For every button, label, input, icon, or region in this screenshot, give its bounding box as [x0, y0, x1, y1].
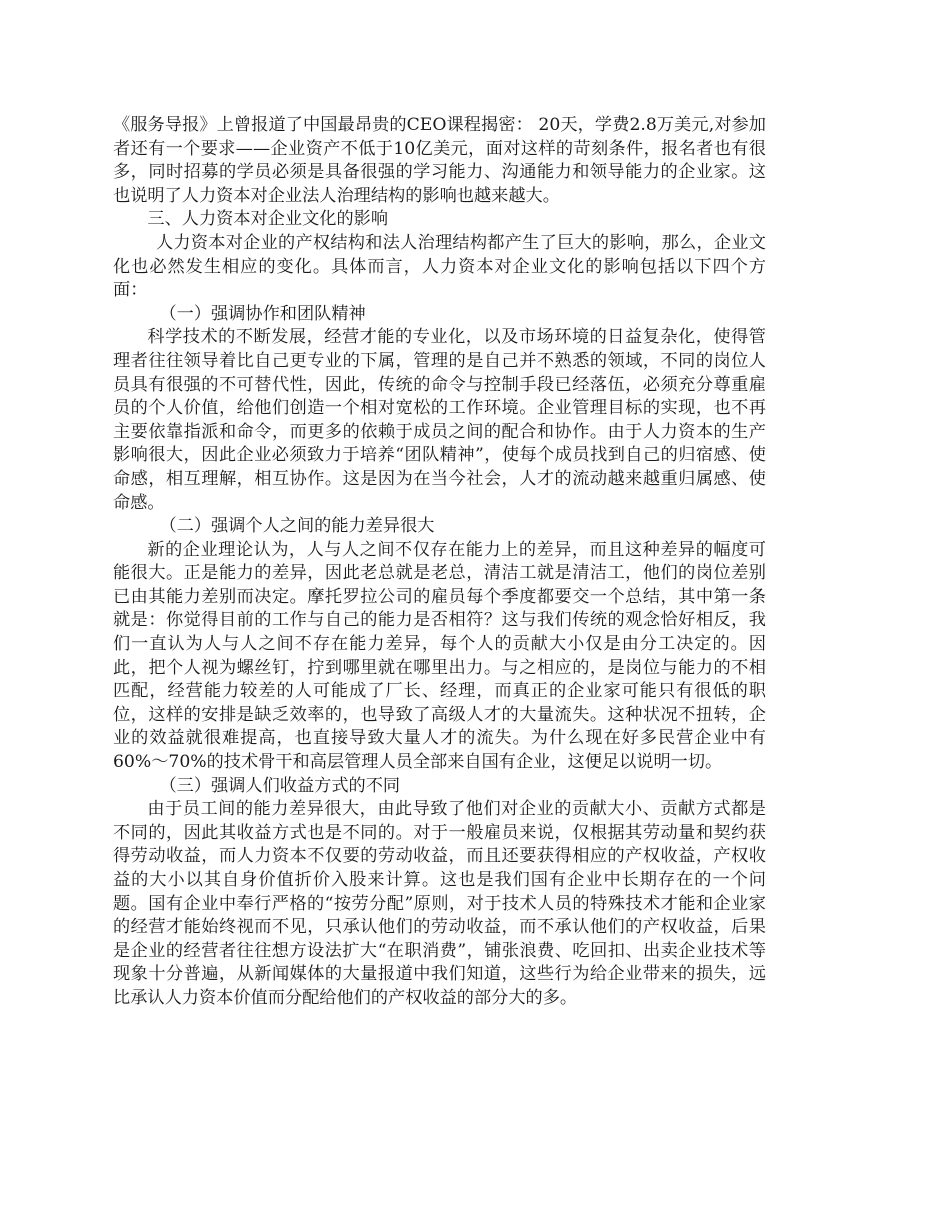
subheading-ability-difference: （二）强调个人之间的能力差异很大 [159, 516, 435, 537]
document-body [113, 114, 766, 1011]
intro-paragraph: 《服务导报》上曾报道了中国最昂贵的CEO课程揭密： 20天，学费2.8万美元,对参加者还有一个要求——企业资产不低于10亿美元，面对这样的苛刻条件，报名者也有很多，同时招募的学员必须是具备很强的学习能力、沟通能力和领导能力的企业家。这也说明了人力资本对企业法人治理结构的影响也越来越大。 [113, 115, 766, 206]
section-intro-paragraph: 人力资本对企业的产权结构和法人治理结构都产生了巨大的影响，那么，企业文化也必然发生相应的变化。具体而言，人力资本对企业文化的影响包括以下四个方面： [113, 232, 766, 301]
subheading-teamwork: （一）强调协作和团队精神 [159, 303, 366, 324]
teamwork-paragraph: 科学技术的不断发展，经营才能的专业化，以及市场环境的日益复杂化，使得管理者往往领导着比自己更专业的下属，管理的是自己并不熟悉的领域，不同的岗位人员具有很强的不可替代性，因此，传统的命令与控制手段已经落伍，必须充分尊重雇员的个人价值，给他们创造一个相对宽松的工作环境。企业管理目标的实现，也不再主要依靠指派和命令，而更多的依赖于成员之间的配合和协作。由于人力资本的生产影响很大，因此企业必须致力于培养“团队精神”，使每个成员找到自己的归宿感、使命感，相互理解，相互协作。这是因为在当今社会，人才的流动越来越重归属感、使命感。 [113, 327, 766, 513]
section-heading-3: 三、人力资本对企业文化的影响 [147, 209, 389, 230]
ability-difference-paragraph: 新的企业理论认为，人与人之间不仅存在能力上的差异，而且这种差异的幅度可能很大。正是能力的差异，因此老总就是老总，清洁工就是清洁工，他们的岗位差别已由其能力差别而决定。摩托罗拉公司的雇员每个季度都要交一个总结，其中第一条就是：你觉得目前的工作与自己的能力是否相符？这与我们传统的观念恰好相反，我们一直认为人与人之间不存在能力差异，每个人的贡献大小仅是由分工决定的。因此，把个人视为螺丝钉，拧到哪里就在哪里出力。与之相应的，是岗位与能力的不相匹配，经营能力较差的人可能成了厂长、经理，而真正的企业家可能只有很低的职位，这样的安排是缺乏效率的，也导致了高级人才的大量流失。这种状况不扭转，企业的效益就很难提高，也直接导致大量人才的流失。为什么现在好多民营企业中有60%～70%的技术骨干和高层管理人员全部来自国有企业，这便足以说明一切。 [113, 539, 766, 773]
subheading-income-methods: （三）强调人们收益方式的不同 [159, 775, 401, 796]
income-methods-paragraph: 由于员工间的能力差异很大，由此导致了他们对企业的贡献大小、贡献方式都是不同的，因此其收益方式也是不同的。对于一般雇员来说，仅根据其劳动量和契约获得劳动收益，而人力资本不仅要的劳动收益，而且还要获得相应的产权收益，产权收益的大小以其自身价值折价入股来计算。这也是我们国有企业中长期存在的一个问题。国有企业中奉行严格的“按劳分配”原则，对于技术人员的特殊技术才能和企业家的经营才能始终视而不见，只承认他们的劳动收益，而不承认他们的产权收益，后果是企业的经营者往往想方设法扩大“在职消费”，铺张浪费、吃回扣、出卖企业技术等现象十分普遍，从新闻媒体的大量报道中我们知道，这些行为给企业带来的损失，远比承认人力资本价值而分配给他们的产权收益的部分大的多。 [113, 799, 766, 1008]
